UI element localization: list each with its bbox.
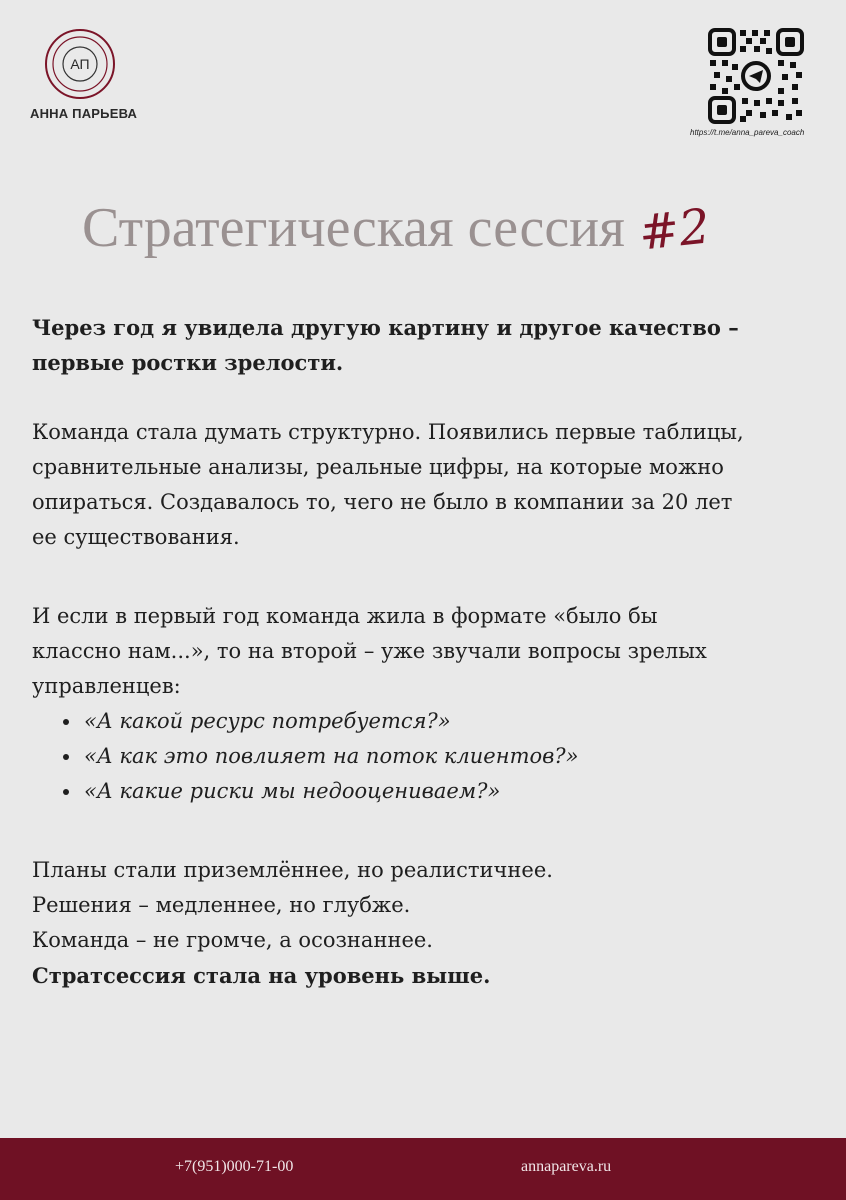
lead-paragraph (32, 310, 822, 380)
paragraph-questions-intro (32, 599, 822, 704)
brand-logo (30, 28, 138, 121)
final-statement: Стратсессия стала на уровень выше. (32, 963, 491, 988)
title-text: Стратегическая сессия (82, 197, 625, 259)
text-line: ее существования. (32, 525, 240, 549)
footer-bar (0, 1138, 846, 1200)
list-item: • «А какие риски мы недооцениваем?» (82, 774, 822, 809)
list-item: • «А какой ресурс потребуется?» (82, 704, 822, 739)
text-line: Планы стали приземлённее, но реалистичнее. (32, 858, 553, 882)
text-line: опираться. Создавалось то, чего не было в компании за 20 лет (32, 490, 733, 514)
text-line: Команда – не громче, а осознаннее. (32, 928, 433, 952)
title-number: #2 (636, 198, 713, 262)
text-line: И если в первый год команда жила в формате «было бы (32, 604, 658, 628)
text-line: сравнительные анализы, реальные цифры, на которые можно (32, 455, 724, 479)
page-title (82, 197, 713, 262)
paragraph-structure (32, 415, 822, 555)
footer-phone[interactable]: +7(951)000-71-00 (175, 1158, 294, 1175)
questions-list (32, 704, 822, 809)
logo-emblem-icon (44, 28, 116, 100)
conclusions-paragraph (32, 853, 822, 994)
text-line: управленцев: (32, 674, 181, 698)
text-line: Решения – медленнее, но глубже. (32, 893, 411, 917)
logo-monogram: АП (70, 56, 90, 72)
qr-url[interactable]: https://t.me/anna_pareva_coach (690, 128, 805, 137)
brand-name: АННА ПАРЬЕВА (30, 106, 138, 121)
lead-line: первые ростки зрелости. (32, 350, 344, 375)
text-line: классно нам...», то на второй – уже звучали вопросы зрелых (32, 639, 707, 663)
footer-website-link[interactable]: annapareva.ru (521, 1158, 612, 1175)
qr-code-icon[interactable] (708, 28, 804, 124)
main-content (32, 310, 822, 994)
text-line: Команда стала думать структурно. Появились первые таблицы, (32, 420, 744, 444)
lead-line: Через год я увидела другую картину и другое качество – (32, 315, 739, 340)
list-item: • «А как это повлияет на поток клиентов?» (82, 739, 822, 774)
qr-block (690, 28, 830, 137)
